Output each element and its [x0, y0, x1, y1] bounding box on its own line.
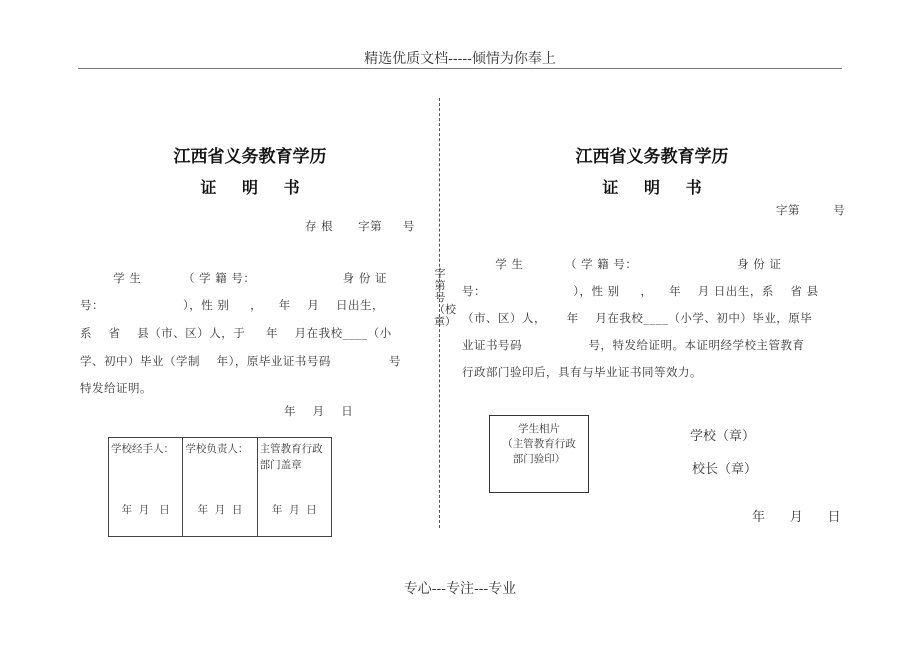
certificate-line-1: 学 生 （ 学 籍 号： 身 份 证: [462, 257, 782, 271]
sign-cell-date: 年 月 日: [271, 504, 317, 516]
stub-line-2: 号： ），性 别 ， 年 月 日出生，: [80, 298, 385, 312]
stub-title: 江西省义务教育学历: [173, 147, 327, 167]
school-seal-label: 学校（章）: [690, 429, 756, 444]
sign-cell-date: 年 月 日: [197, 504, 243, 516]
stub-line-5: 特发给证明。: [80, 381, 152, 395]
certificate-line-3: （市、区）人， 年 月在我校____（小学、初中）毕业，原毕: [462, 311, 813, 325]
header-rule: [78, 68, 842, 69]
sign-cell-label: 学校负责人：: [185, 443, 249, 455]
stub-date: 年 月 日: [284, 404, 354, 418]
sign-cell-authority: [258, 438, 331, 536]
certificate-title: 江西省义务教育学历: [575, 147, 729, 167]
stub-line-3: 系 省 县（市、区）人，于 年 月在我校____（小: [80, 326, 392, 340]
page-header-title: 精选优质文档-----倾情为你奉上: [364, 51, 556, 67]
sign-cell-principal: [183, 438, 257, 536]
photo-box-label: 学生相片: [518, 423, 560, 435]
student-photo-box: [489, 415, 589, 493]
stub-line-1: 学 生 （ 学 籍 号： 身 份 证: [80, 271, 387, 285]
photo-box-note: （主管教育行政: [502, 438, 576, 450]
principal-seal-label: 校长（章）: [692, 462, 758, 477]
stub-reference-number: 存 根 字第 号: [305, 219, 415, 233]
certificate-reference-number: 字第 号: [776, 203, 846, 217]
certificate-line-4: 业证书号码 号，特发给证明。本证明经学校主管教育: [462, 338, 805, 352]
stub-signature-table: [108, 437, 332, 537]
sign-cell-label: 学校经手人：: [111, 443, 174, 455]
sign-cell-label: 主管教育行政部门盖章: [259, 443, 323, 471]
seam-seal-text: 字第号（校章）: [434, 267, 456, 328]
sign-cell-date: 年 月 日: [121, 504, 170, 516]
photo-box-note: 部门验印）: [512, 453, 566, 465]
page-footer-text: 专心---专注---专业: [403, 581, 517, 597]
sign-cell-handler: [109, 438, 183, 536]
certificate-subtitle: 证 明 书: [602, 178, 712, 197]
certificate-line-5: 行政部门验印后，具有与毕业证书同等效力。: [462, 365, 702, 379]
certificate-date: 年 月 日: [752, 510, 841, 525]
certificate-line-2: 号： ），性 别 ， 年 月 日出生，系 省 县: [462, 284, 819, 298]
stub-subtitle: 证 明 书: [200, 178, 310, 197]
stub-line-4: 学、初中）毕业（学制 年），原毕业证书号码 号: [80, 354, 402, 368]
